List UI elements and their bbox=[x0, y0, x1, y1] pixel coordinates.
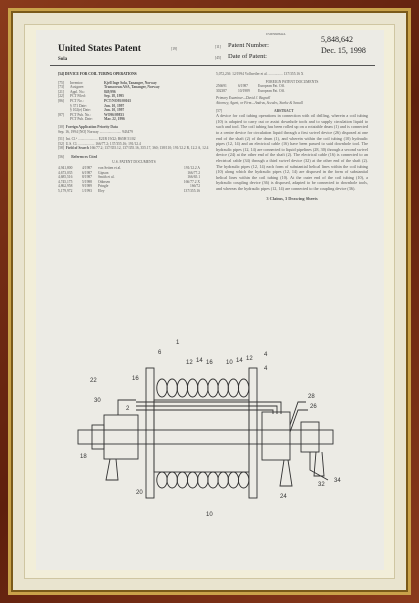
coil-turn-lower bbox=[187, 472, 197, 488]
reference-row: 4,685,516 8/1987 Smith et al. 166/65.1 bbox=[58, 175, 200, 180]
foreign-patents-heading: FOREIGN PATENT DOCUMENTS bbox=[265, 79, 319, 84]
figure-ref-label: 14 bbox=[196, 358, 203, 364]
figure-ref-label: 12 bbox=[186, 360, 193, 366]
coil-turn-lower bbox=[228, 472, 238, 488]
third-support bbox=[314, 452, 324, 476]
reference-row: 4,941,800 4/1987 von Seiten et al. 191/12.2 A bbox=[58, 166, 200, 171]
reference-row: 4,745,175 5/1988 Odinsen 166/77.2 X bbox=[58, 179, 200, 184]
drum-figure bbox=[36, 330, 384, 570]
coil-turn-lower bbox=[208, 472, 218, 488]
barcode-text: US005848642A bbox=[266, 32, 286, 36]
primary-examiner: Primary Examiner—David J. Bagnell bbox=[216, 96, 271, 101]
coil-turn bbox=[187, 379, 197, 397]
figure-ref-label: 30 bbox=[94, 398, 101, 404]
figure-ref-label: 18 bbox=[80, 454, 87, 460]
figure-ref-label: 34 bbox=[334, 478, 341, 484]
coil-turn bbox=[177, 379, 187, 397]
right-flange bbox=[249, 368, 257, 498]
left-swivel bbox=[104, 415, 138, 459]
liquid-pipeline-28 bbox=[290, 402, 306, 425]
figure-ref-label: 6 bbox=[158, 350, 162, 356]
date-label: Date of Patent: bbox=[228, 53, 267, 60]
figure-ref-label: 16 bbox=[206, 360, 213, 366]
left-support bbox=[106, 459, 118, 480]
patent-date: Dec. 15, 1998 bbox=[321, 46, 366, 55]
coil-turn-lower bbox=[167, 472, 177, 488]
coil-turn bbox=[198, 379, 208, 397]
foreign-patent-row: 302387 10/1989 European Pat. Off. bbox=[216, 88, 285, 93]
bibliographic-fields bbox=[58, 81, 210, 122]
right-support bbox=[280, 460, 292, 486]
title-ref: [19] bbox=[171, 47, 177, 51]
coil-turn-lower bbox=[218, 472, 228, 488]
hydraulic-pipe-12 bbox=[136, 402, 281, 414]
right-column bbox=[216, 72, 368, 202]
figure-ref-label: 16 bbox=[132, 376, 139, 382]
figure-ref-label: 22 bbox=[90, 378, 97, 384]
coil-turn bbox=[157, 379, 167, 397]
left-coupling bbox=[92, 425, 104, 449]
foreign-priority-heading: [30] Foreign Application Priority Data bbox=[58, 124, 118, 129]
field-row: [22] PCT Filed: Sep. 18, 1995 bbox=[58, 94, 124, 99]
reference-row: 4,862,958 9/1989 Pringle 166/72 bbox=[58, 184, 200, 189]
figure-ref-label: 26 bbox=[310, 404, 317, 410]
coil-turn bbox=[228, 379, 238, 397]
date-ref: [45] bbox=[215, 56, 221, 60]
foreign-patents-list bbox=[216, 84, 368, 93]
left-column bbox=[58, 72, 210, 194]
coil-turn-lower bbox=[238, 472, 248, 488]
right-swivel bbox=[262, 412, 290, 460]
patent-number: 5,848,642 bbox=[321, 35, 353, 44]
us-cl: [52] U.S. Cl. .................. 166/77.2; 137/355.16; 191/12.4 bbox=[58, 141, 141, 146]
liquid-pipeline-26 bbox=[290, 410, 308, 432]
references-list bbox=[58, 166, 210, 194]
drum-shaft bbox=[78, 430, 333, 444]
field-row: [75] Inventor: Kjell Inge Sola, Tananger, Norway bbox=[58, 80, 157, 85]
figure-ref-label: 24 bbox=[280, 494, 287, 500]
foreign-priority-line: Sep. 16, 1994 [NO] Norway ........................ 943479 bbox=[58, 129, 133, 134]
field-of-search: [58] Field of Search 166/77.2; 137/355.12, 137/355.16, 355.17, 360; 138/110; 191/12.2 R, 12.2 A, 12.4 bbox=[58, 146, 209, 151]
figure-ref-label: 2 bbox=[126, 406, 130, 412]
lower-coils bbox=[157, 472, 249, 488]
drum-body bbox=[154, 400, 249, 472]
abstract-heading: [57] ABSTRACT bbox=[216, 108, 294, 113]
figure-ref-label: 28 bbox=[308, 394, 315, 400]
field-row: PCT Pub. Date: Mar. 22, 1996 bbox=[70, 117, 125, 122]
patent-document bbox=[36, 30, 384, 570]
figure-ref-label: 32 bbox=[318, 482, 325, 488]
claims-sheets: 3 Claims, 3 Drawing Sheets bbox=[266, 196, 318, 202]
figure-ref-label: 14 bbox=[236, 358, 243, 364]
continued-reference: 5,072,236 12/1994 Vollweiler et al. ................ 137/355.16 X bbox=[216, 72, 304, 76]
reference-row: 5,179,972 1/1993 Eley 137/355.16 bbox=[58, 189, 200, 194]
abstract-text: A device for coil tubing operations in connection with oil drilling, wherein a coil tubing (10) is adapted to carry out or assist downhole tools and to supply circulation liquid to such and tool. The coil tubing has been rolled up on a rotatable drum (1) and is connected to a centre device for circulation liquid through a first swivel device (26) disposed at one end of the shaft (2) of the drum (1), and wherein within the coil tubing (10) hydraulic pipes (12, 14) and an electrical cable (16) have been passed to said downhole tool. The hydraulic pipes (12, 14) are connected to liquid pipelines (28, 30) through a second swivel device (24) at the other end of the shaft (2). The electrical cable (16) is connected to an electrical cable (34) through a third swivel device (32) at the other end of the shaft (2). The hydraulic pipes (12, 14) each form of substantial helical lines within the coil tubing (10) along which the hydraulic pipes (12, 14) are disposed in the form of substantial helical lines within the coil tubing (10). At the outer end of the coil tubing (10), a hydraulic coupling device (36) is disposed, adapted to be connected to downhole tools, and whereas the hydraulic pipes (12, 14) are connected to the coupling device (36). bbox=[216, 113, 368, 191]
figure-ref-label: 4 bbox=[264, 352, 268, 358]
references-subtitle: U.S. PATENT DOCUMENTS bbox=[112, 159, 156, 164]
coil-turn bbox=[238, 379, 248, 397]
patent-number-label: Patent Number: bbox=[228, 42, 269, 49]
field-row: § 102(e) Date: Jun. 10, 1997 bbox=[70, 108, 125, 113]
field-row: [87] PCT Pub. No.: WO96/09833 bbox=[58, 112, 124, 117]
figure-ref-label: 12 bbox=[246, 356, 253, 362]
foreign-patent-row: 256691 6/1987 European Pat. Off. bbox=[216, 84, 285, 89]
tubing-coils bbox=[157, 379, 249, 397]
invention-title: [54] DEVICE FOR COIL TUBING OPERATIONS bbox=[58, 72, 137, 76]
patent-number-ref: [11] bbox=[215, 45, 221, 49]
figure-ref-label: 4 bbox=[264, 366, 268, 372]
coil-turn bbox=[218, 379, 228, 397]
coil-turn-lower bbox=[157, 472, 167, 488]
inventor-surname: Sola bbox=[58, 57, 68, 62]
figure-ref-label: 20 bbox=[136, 490, 143, 496]
coil-turn-lower bbox=[177, 472, 187, 488]
coil-turn bbox=[167, 379, 177, 397]
coil-turn bbox=[208, 379, 218, 397]
coil-turn-lower bbox=[198, 472, 208, 488]
int-cl: [51] Int. Cl.⁶ ...................... E21B 19/22; B65H 51/02 bbox=[58, 137, 136, 142]
field-row: § 371 Date: Jun. 10, 1997 bbox=[70, 103, 125, 108]
field-row: [73] Assignee: Transocean ASA, Tananger, Norway bbox=[58, 85, 160, 90]
field-row: [21] Appl. No.: 849,996 bbox=[58, 89, 116, 94]
figure-ref-label: 1 bbox=[176, 340, 180, 346]
figure-ref-label: 10 bbox=[226, 360, 233, 366]
attorney: Attorney, Agent, or Firm—Andrus, Sceales, Starke & Sawall bbox=[216, 100, 303, 105]
electrical-cable-16 bbox=[136, 410, 273, 414]
header-rule bbox=[50, 65, 375, 66]
field-row: [86] PCT No.: PCT/NO95/00165 bbox=[58, 98, 132, 103]
left-flange bbox=[146, 368, 154, 498]
figure-ref-label: 10 bbox=[206, 512, 213, 518]
third-swivel bbox=[301, 422, 319, 452]
references-heading: [56] References Cited bbox=[58, 154, 98, 159]
reference-row: 4,673,035 6/1987 Gipson 166/77.2 bbox=[58, 170, 200, 175]
patent-title: United States Patent bbox=[58, 44, 141, 54]
